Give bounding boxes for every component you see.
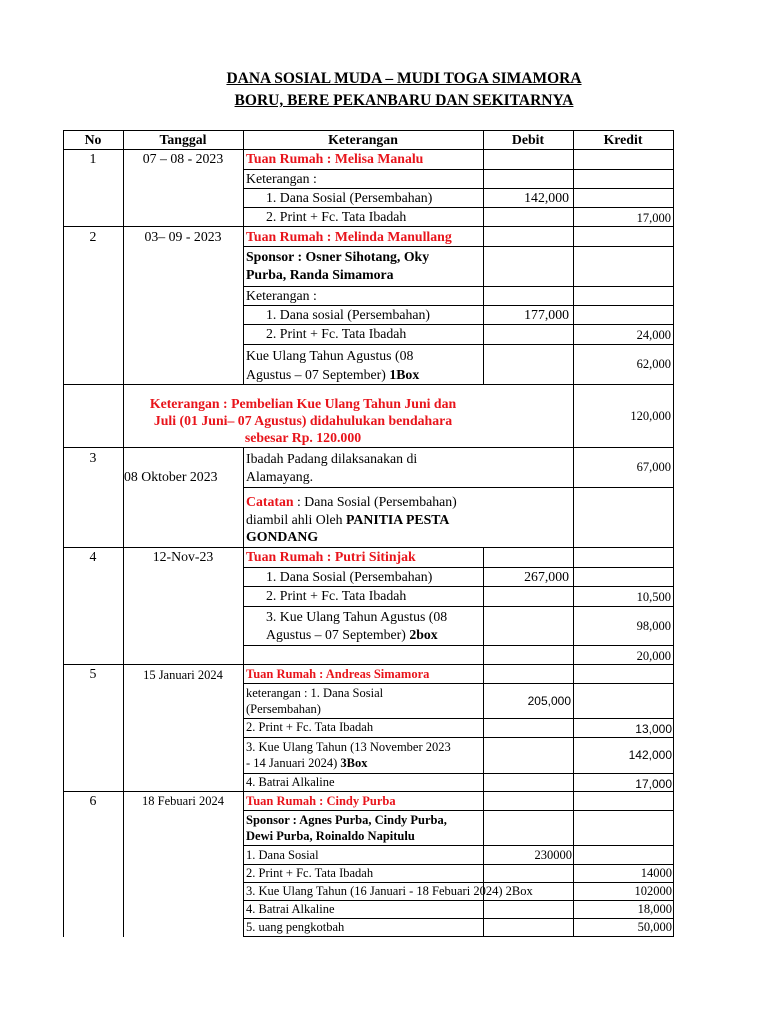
kredit-value: 50,000 xyxy=(637,920,672,934)
grid-line xyxy=(243,606,674,607)
keterangan-label: Keterangan : xyxy=(246,171,317,186)
row-number: 4 xyxy=(89,549,97,564)
row-date: 12-Nov-23 xyxy=(152,549,214,564)
description-line: Alamayang. xyxy=(246,469,314,484)
debit-value: 177,000 xyxy=(524,307,569,322)
header-debit: Debit xyxy=(511,132,545,147)
row-number: 3 xyxy=(89,450,97,465)
grid-line xyxy=(243,246,674,247)
catatan-line: GONDANG xyxy=(246,529,319,544)
debit-value: 205,000 xyxy=(527,694,571,708)
debit-value: 230000 xyxy=(534,848,572,862)
sponsor-line: Sponsor : Agnes Purba, Cindy Purba, xyxy=(246,813,447,827)
header-no: No xyxy=(84,132,102,147)
grid-line xyxy=(63,384,674,385)
grid-line xyxy=(243,683,674,684)
line-item: 3. Kue Ulang Tahun (16 Januari - 18 Febuari 2024) 2Box xyxy=(246,884,533,898)
line-item: 2. Print + Fc. Tata Ibadah xyxy=(266,326,407,341)
kredit-value: 10,500 xyxy=(636,590,671,604)
line-item: - 14 Januari 2024) 3Box xyxy=(246,756,368,770)
grid-line xyxy=(63,664,674,665)
line-item: 5. uang pengkotbah xyxy=(246,920,345,934)
line-item: 3. Kue Ulang Tahun (13 November 2023 xyxy=(246,740,451,754)
grid-line xyxy=(243,344,674,345)
line-item: 2. Print + Fc. Tata Ibadah xyxy=(266,588,407,603)
header-kredit: Kredit xyxy=(603,132,643,147)
grid-line xyxy=(63,447,674,448)
kredit-value: 24,000 xyxy=(636,328,671,342)
row-number: 6 xyxy=(89,793,97,808)
grid-line xyxy=(243,845,674,846)
kredit-value: 98,000 xyxy=(636,619,671,633)
kredit-value: 67,000 xyxy=(636,460,671,474)
header-keterangan: Keterangan xyxy=(328,132,398,147)
host-name: Tuan Rumah : Melisa Manalu xyxy=(246,151,424,166)
description-line: Ibadah Padang dilaksanakan di xyxy=(246,451,418,466)
grid-line xyxy=(243,936,674,937)
row-number: 5 xyxy=(89,666,97,681)
line-item: 3. Kue Ulang Tahun Agustus (08 xyxy=(266,609,448,624)
host-name: Tuan Rumah : Cindy Purba xyxy=(246,794,396,808)
row-date: 03– 09 - 2023 xyxy=(144,229,222,244)
host-name: Tuan Rumah : Andreas Simamora xyxy=(246,667,430,681)
host-name: Tuan Rumah : Putri Sitinjak xyxy=(246,549,416,564)
row-number: 1 xyxy=(89,151,97,166)
catatan-line: Catatan : Dana Sosial (Persembahan) xyxy=(246,494,457,509)
kredit-value: 142,000 xyxy=(628,748,672,762)
sponsor-line: Dewi Purba, Roinaldo Napitulu xyxy=(246,829,415,843)
title-line-1: DANA SOSIAL MUDA – MUDI TOGA SIMAMORA xyxy=(226,70,582,87)
kredit-value: 62,000 xyxy=(636,357,671,371)
host-name: Tuan Rumah : Melinda Manullang xyxy=(246,229,452,244)
line-item: 2. Print + Fc. Tata Ibadah xyxy=(246,720,374,734)
line-item: 4. Batrai Alkaline xyxy=(246,902,335,916)
note-line: Juli (01 Juni– 07 Agustus) didahulukan bendahara xyxy=(153,413,453,428)
kredit-value: 13,000 xyxy=(635,722,672,736)
kredit-value: 120,000 xyxy=(630,409,671,423)
line-item: 1. Dana Sosial (Persembahan) xyxy=(266,190,433,205)
grid-line xyxy=(243,810,674,811)
row-date: 18 Febuari 2024 xyxy=(142,794,224,808)
line-item: 1. Dana Sosial (Persembahan) xyxy=(266,569,433,584)
kredit-value: 17,000 xyxy=(635,777,672,791)
grid-line xyxy=(123,130,124,937)
grid-line xyxy=(673,130,674,937)
line-item: Agustus – 07 September) 2box xyxy=(266,627,438,642)
line-item: 1. Dana Sosial xyxy=(246,848,319,862)
kredit-value: 102000 xyxy=(634,884,672,898)
title-line-2: BORU, BERE PEKANBARU DAN SEKITARNYA xyxy=(234,92,574,109)
grid-line xyxy=(63,226,674,227)
kredit-value: 14000 xyxy=(640,866,672,880)
line-item: 2. Print + Fc. Tata Ibadah xyxy=(246,866,374,880)
header-tanggal: Tanggal xyxy=(159,132,207,147)
line-item: 2. Print + Fc. Tata Ibadah xyxy=(266,209,407,224)
keterangan-label: Keterangan : xyxy=(246,288,317,303)
sponsor-line: Sponsor : Osner Sihotang, Oky xyxy=(246,249,430,264)
debit-value: 267,000 xyxy=(524,569,569,584)
note-line: sebesar Rp. 120.000 xyxy=(244,430,362,445)
line-item: 4. Batrai Alkaline xyxy=(246,775,335,789)
line-item: Kue Ulang Tahun Agustus (08 xyxy=(246,348,414,363)
kredit-value: 17,000 xyxy=(636,211,671,225)
grid-line xyxy=(243,487,674,488)
line-item: keterangan : 1. Dana Sosial xyxy=(246,686,384,700)
grid-line xyxy=(63,130,64,937)
kredit-value: 18,000 xyxy=(637,902,672,916)
debit-value: 142,000 xyxy=(524,190,569,205)
line-item: (Persembahan) xyxy=(246,702,321,716)
grid-line xyxy=(243,645,674,646)
line-item: Agustus – 07 September) 1Box xyxy=(246,367,420,382)
row-date: 07 – 08 - 2023 xyxy=(142,151,224,166)
sponsor-line: Purba, Randa Simamora xyxy=(246,267,394,282)
row-date: 15 Januari 2024 xyxy=(143,668,223,682)
note-line: Keterangan : Pembelian Kue Ulang Tahun Juni dan xyxy=(149,396,457,411)
kredit-value: 20,000 xyxy=(636,649,671,663)
line-item: 1. Dana sosial (Persembahan) xyxy=(266,307,430,322)
row-number: 2 xyxy=(89,229,97,244)
catatan-line: diambil ahli Oleh PANITIA PESTA xyxy=(246,512,450,527)
row-date: 08 Oktober 2023 xyxy=(124,469,218,484)
grid-line xyxy=(573,130,574,937)
